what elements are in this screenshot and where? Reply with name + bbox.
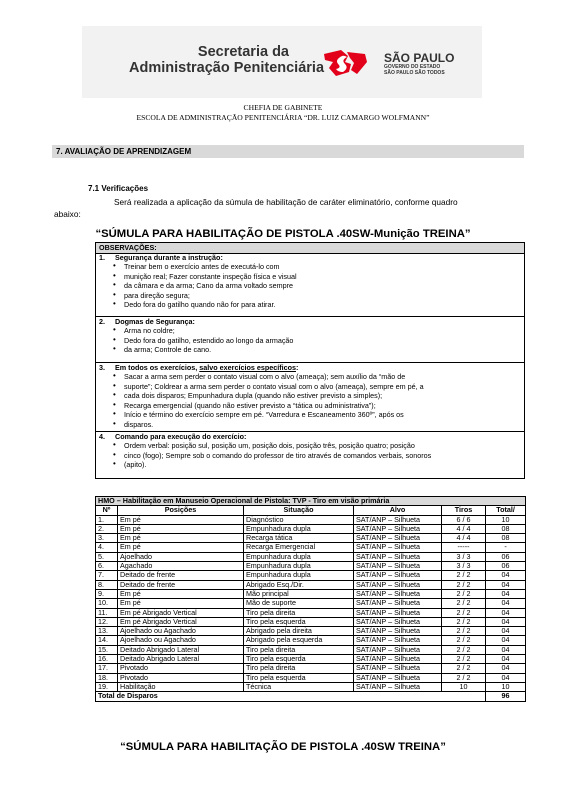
table-row bbox=[96, 562, 526, 571]
total-label: Total de Disparos bbox=[96, 692, 486, 701]
sumula-title-2: “SÚMULA PARA HABILITAÇÃO DE PISTOLA .40SW TREINA” bbox=[120, 741, 446, 753]
cell-total: 04 bbox=[486, 580, 526, 589]
cell-situacao: Recarga Emergencial bbox=[244, 543, 354, 552]
sp-government-text bbox=[384, 52, 454, 76]
cell-total: 04 bbox=[486, 599, 526, 608]
obs-num: 3. bbox=[99, 363, 105, 372]
cell-alvo: SAT/ANP – Silhueta bbox=[354, 682, 442, 691]
cell-alvo: SAT/ANP – Silhueta bbox=[354, 617, 442, 626]
cell-total: 08 bbox=[486, 534, 526, 543]
paragraph-line-2: abaixo: bbox=[54, 209, 81, 219]
cell-tiros: 2 / 2 bbox=[442, 608, 486, 617]
cell-posicao: Deitado Abrigado Lateral bbox=[118, 645, 244, 654]
cell-alvo: SAT/ANP – Silhueta bbox=[354, 608, 442, 617]
obs-item: • Treinar bem o exercício antes de executá-lo com bbox=[120, 262, 524, 272]
obs-item: • da câmara e da arma; Cano da arma voltado sempre bbox=[120, 281, 524, 291]
obs-title: Segurança durante a instrução: bbox=[115, 253, 223, 262]
cell-situacao: Mão principal bbox=[244, 589, 354, 598]
obs-item: • Sacar a arma sem perder o contato visual com o alvo (ameaça); sem auxílio da “mão de bbox=[120, 372, 524, 382]
table-row bbox=[96, 655, 526, 664]
cell-situacao: Empunhadura dupla bbox=[244, 524, 354, 533]
cell-posicao: Ajoelhado bbox=[118, 552, 244, 561]
cell-num: 15. bbox=[96, 645, 118, 654]
obs-title: Dogmas de Segurança: bbox=[115, 317, 195, 326]
cell-situacao: Empunhadura dupla bbox=[244, 552, 354, 561]
table-row bbox=[96, 515, 526, 524]
table-row bbox=[96, 599, 526, 608]
cell-situacao: Tiro pela esquerda bbox=[244, 617, 354, 626]
cell-posicao: Em pé bbox=[118, 589, 244, 598]
cell-alvo: SAT/ANP – Silhueta bbox=[354, 515, 442, 524]
cell-tiros: 2 / 2 bbox=[442, 655, 486, 664]
table-row bbox=[96, 664, 526, 673]
subsection-title: 7.1 Verificações bbox=[88, 184, 149, 193]
cell-tiros: 2 / 2 bbox=[442, 617, 486, 626]
obs-section-2 bbox=[96, 316, 524, 362]
table-row bbox=[96, 534, 526, 543]
cell-posicao: Em pé bbox=[118, 599, 244, 608]
cell-situacao: Tiro pela direita bbox=[244, 664, 354, 673]
chefia-line: CHEFIA DE GABINETE bbox=[243, 103, 323, 112]
cell-tiros: 2 / 2 bbox=[442, 664, 486, 673]
cell-total: 04 bbox=[486, 655, 526, 664]
cell-situacao: Empunhadura dupla bbox=[244, 571, 354, 580]
obs-title-a: Em todos os exercícios, bbox=[115, 363, 200, 372]
cell-posicao: Em pé Abrigado Vertical bbox=[118, 617, 244, 626]
cell-total: 04 bbox=[486, 664, 526, 673]
obs-section-3 bbox=[96, 362, 524, 431]
cell-tiros: 4 / 4 bbox=[442, 534, 486, 543]
cell-num: 8. bbox=[96, 580, 118, 589]
cell-tiros: 6 / 6 bbox=[442, 515, 486, 524]
cell-alvo: SAT/ANP – Silhueta bbox=[354, 580, 442, 589]
escola-line: ESCOLA DE ADMINISTRAÇÃO PENITENCIÁRIA “DR. LUIZ CAMARGO WOLFMANN” bbox=[136, 113, 430, 122]
cell-alvo: SAT/ANP – Silhueta bbox=[354, 599, 442, 608]
table-row bbox=[96, 589, 526, 598]
logo-line-1: Secretaria da bbox=[197, 44, 289, 60]
paragraph-line-1: Será realizada a aplicação da súmula de habilitação de caráter eliminatório, conforme quadro bbox=[114, 197, 458, 207]
cell-situacao: Tiro pela esquerda bbox=[244, 673, 354, 682]
cell-alvo: SAT/ANP – Silhueta bbox=[354, 636, 442, 645]
cell-tiros: 10 bbox=[442, 682, 486, 691]
obs-item-noBullet: • (apito). bbox=[120, 460, 524, 470]
col-header-situacao: Situação bbox=[244, 506, 354, 515]
cell-situacao: Recarga tática bbox=[244, 534, 354, 543]
cell-tiros: 3 / 3 bbox=[442, 562, 486, 571]
cell-situacao: Empunhadura dupla bbox=[244, 562, 354, 571]
cell-tiros: ----- bbox=[442, 543, 486, 552]
col-header-num: Nº bbox=[96, 506, 118, 515]
obs-num: 2. bbox=[99, 317, 105, 326]
cell-num: 17. bbox=[96, 664, 118, 673]
table-total-row bbox=[96, 692, 526, 701]
cell-num: 7. bbox=[96, 571, 118, 580]
table-row bbox=[96, 571, 526, 580]
cell-tiros: 2 / 2 bbox=[442, 673, 486, 682]
cell-num: 5. bbox=[96, 552, 118, 561]
cell-total: 04 bbox=[486, 636, 526, 645]
obs-item: • munição real; Fazer constante inspeção física e visual bbox=[120, 272, 524, 282]
cell-total: 04 bbox=[486, 673, 526, 682]
table-header-row bbox=[96, 506, 526, 515]
cell-num: 12. bbox=[96, 617, 118, 626]
cell-posicao: Deitado de frente bbox=[118, 571, 244, 580]
cell-alvo: SAT/ANP – Silhueta bbox=[354, 524, 442, 533]
cell-total: 04 bbox=[486, 571, 526, 580]
cell-posicao: Em pé bbox=[118, 543, 244, 552]
cell-tiros: 2 / 2 bbox=[442, 645, 486, 654]
obs-item: • Ordem verbal: posição sul, posição um, posição dois, posição três, posição quatro; posição bbox=[120, 441, 524, 451]
cell-tiros: 2 / 2 bbox=[442, 627, 486, 636]
obs-section-1 bbox=[96, 253, 524, 316]
cell-tiros: 2 / 2 bbox=[442, 589, 486, 598]
table-caption: HMO – Habilitação em Manuseio Operacional de Pistola: TVP - Tiro em visão primária bbox=[96, 497, 526, 506]
table-row bbox=[96, 645, 526, 654]
cell-num: 14. bbox=[96, 636, 118, 645]
cell-posicao: Em pé bbox=[118, 515, 244, 524]
obs-item: • cada dois disparos; Empunhadura dupla (quando não estiver previsto a simples); bbox=[120, 391, 524, 401]
cell-alvo: SAT/ANP – Silhueta bbox=[354, 664, 442, 673]
cell-alvo: SAT/ANP – Silhueta bbox=[354, 562, 442, 571]
table-caption-row bbox=[96, 497, 526, 506]
cell-alvo: SAT/ANP – Silhueta bbox=[354, 627, 442, 636]
cell-alvo: SAT/ANP – Silhueta bbox=[354, 571, 442, 580]
obs-item: • Arma no coldre; bbox=[120, 326, 524, 336]
obs-item: • Início e término do exercício sempre em pé. “Varredura e Escaneamento 360º”, após os bbox=[120, 410, 524, 420]
table-row bbox=[96, 543, 526, 552]
cell-tiros: 2 / 2 bbox=[442, 636, 486, 645]
obs-item: • para direção segura; bbox=[120, 291, 524, 301]
cell-situacao: Diagnóstico bbox=[244, 515, 354, 524]
cell-tiros: 2 / 2 bbox=[442, 580, 486, 589]
obs-title: Comando para execução do exercício: bbox=[115, 432, 247, 441]
cell-total: 04 bbox=[486, 645, 526, 654]
table-row bbox=[96, 636, 526, 645]
hmo-table bbox=[95, 496, 526, 702]
col-header-posicoes: Posições bbox=[118, 506, 244, 515]
cell-total: 04 bbox=[486, 589, 526, 598]
table-row bbox=[96, 617, 526, 626]
cell-total: 04 bbox=[486, 627, 526, 636]
cell-num: 3. bbox=[96, 534, 118, 543]
obs-title-underlined: salvo exercícios específicos bbox=[199, 363, 296, 372]
sp-line-3: SÃO PAULO SÃO TODOS bbox=[384, 70, 445, 76]
cell-num: 11. bbox=[96, 608, 118, 617]
cell-situacao: Tiro pela esquerda bbox=[244, 655, 354, 664]
cell-tiros: 2 / 2 bbox=[442, 599, 486, 608]
cell-situacao: Tiro pela direita bbox=[244, 608, 354, 617]
cell-posicao: Habilitação bbox=[118, 682, 244, 691]
cell-alvo: SAT/ANP – Silhueta bbox=[354, 673, 442, 682]
cell-total: 10 bbox=[486, 682, 526, 691]
cell-alvo: SAT/ANP – Silhueta bbox=[354, 552, 442, 561]
cell-posicao: Agachado bbox=[118, 562, 244, 571]
sp-line-2: GOVERNO DO ESTADO bbox=[384, 64, 441, 70]
cell-tiros: 2 / 2 bbox=[442, 571, 486, 580]
table-row bbox=[96, 627, 526, 636]
cell-num: 6. bbox=[96, 562, 118, 571]
cell-num: 19. bbox=[96, 682, 118, 691]
sp-line-1: SÃO PAULO bbox=[384, 51, 455, 65]
secretaria-logo-text bbox=[129, 44, 325, 76]
logo-line-2: Administração Penitenciária bbox=[129, 60, 325, 76]
table-row bbox=[96, 524, 526, 533]
obs-item: • da arma; Controle de cano. bbox=[120, 345, 524, 355]
cell-num: 4. bbox=[96, 543, 118, 552]
cell-posicao: Em pé bbox=[118, 534, 244, 543]
cell-situacao: Abrigado Esq./Dir. bbox=[244, 580, 354, 589]
cell-posicao: Pivotado bbox=[118, 664, 244, 673]
obs-item-noBullet: • Dedo fora do gatilho quando não for para atirar. bbox=[120, 300, 524, 310]
observacoes-heading: OBSERVAÇÕES: bbox=[96, 243, 524, 254]
cell-posicao: Em pé Abrigado Vertical bbox=[118, 608, 244, 617]
cell-total: 06 bbox=[486, 562, 526, 571]
cell-posicao: Em pé bbox=[118, 524, 244, 533]
cell-posicao: Ajoelhado ou Agachado bbox=[118, 636, 244, 645]
cell-total: 08 bbox=[486, 524, 526, 533]
sumula-title: “SÚMULA PARA HABILITAÇÃO DE PISTOLA .40SW-Munição TREINA” bbox=[95, 228, 471, 240]
cell-num: 2. bbox=[96, 524, 118, 533]
cell-total: - bbox=[486, 543, 526, 552]
cell-total: 06 bbox=[486, 552, 526, 561]
obs-section-4 bbox=[96, 431, 524, 479]
cell-total: 04 bbox=[486, 617, 526, 626]
col-header-tiros: Tiros bbox=[442, 506, 486, 515]
cell-tiros: 3 / 3 bbox=[442, 552, 486, 561]
obs-item: • suporte”; Coldrear a arma sem perder o contato visual com o alvo (ameaça), sempre em pé, a bbox=[120, 382, 524, 392]
cell-alvo: SAT/ANP – Silhueta bbox=[354, 655, 442, 664]
table-row bbox=[96, 682, 526, 691]
table-row bbox=[96, 580, 526, 589]
table-row bbox=[96, 673, 526, 682]
cell-situacao: Abrigado pela esquerda bbox=[244, 636, 354, 645]
obs-num: 4. bbox=[99, 432, 105, 441]
cell-alvo: SAT/ANP – Silhueta bbox=[354, 543, 442, 552]
cell-alvo: SAT/ANP – Silhueta bbox=[354, 534, 442, 543]
cell-alvo: SAT/ANP – Silhueta bbox=[354, 589, 442, 598]
cell-posicao: Deitado Abrigado Lateral bbox=[118, 655, 244, 664]
cell-situacao: Tiro pela direita bbox=[244, 645, 354, 654]
cell-num: 13. bbox=[96, 627, 118, 636]
cell-total: 10 bbox=[486, 515, 526, 524]
cell-num: 18. bbox=[96, 673, 118, 682]
obs-item: • Dedo fora do gatilho, estendido ao longo da armação bbox=[120, 336, 524, 346]
cell-situacao: Mão de suporte bbox=[244, 599, 354, 608]
total-value: 96 bbox=[486, 692, 526, 701]
obs-item: • Recarga emergencial (quando não estiver previsto a “tática ou administrativa”); bbox=[120, 401, 524, 411]
table-row bbox=[96, 552, 526, 561]
obs-item-noBullet: • disparos. bbox=[120, 420, 524, 430]
obs-num: 1. bbox=[99, 253, 105, 262]
cell-tiros: 4 / 4 bbox=[442, 524, 486, 533]
cell-num: 10. bbox=[96, 599, 118, 608]
cell-situacao: Técnica bbox=[244, 682, 354, 691]
cell-num: 16. bbox=[96, 655, 118, 664]
cell-total: 04 bbox=[486, 608, 526, 617]
cell-posicao: Ajoelhado ou Agachado bbox=[118, 627, 244, 636]
cell-situacao: Abrigado pela direita bbox=[244, 627, 354, 636]
table-row bbox=[96, 608, 526, 617]
obs-title-c: : bbox=[296, 363, 299, 372]
cell-num: 1. bbox=[96, 515, 118, 524]
sao-paulo-map-logo-icon bbox=[321, 48, 369, 78]
cell-num: 9. bbox=[96, 589, 118, 598]
col-header-alvo: Alvo bbox=[354, 506, 442, 515]
col-header-total: Total/ bbox=[486, 506, 526, 515]
cell-posicao: Deitado de frente bbox=[118, 580, 244, 589]
observacoes-box bbox=[95, 242, 525, 479]
obs-item: • cinco (fogo); Sempre sob o comando do professor de tiro através de comandos verbais, sonoros bbox=[120, 451, 524, 461]
cell-alvo: SAT/ANP – Silhueta bbox=[354, 645, 442, 654]
section-title: 7. AVALIAÇÃO DE APRENDIZAGEM bbox=[52, 145, 524, 158]
cell-posicao: Pivotado bbox=[118, 673, 244, 682]
